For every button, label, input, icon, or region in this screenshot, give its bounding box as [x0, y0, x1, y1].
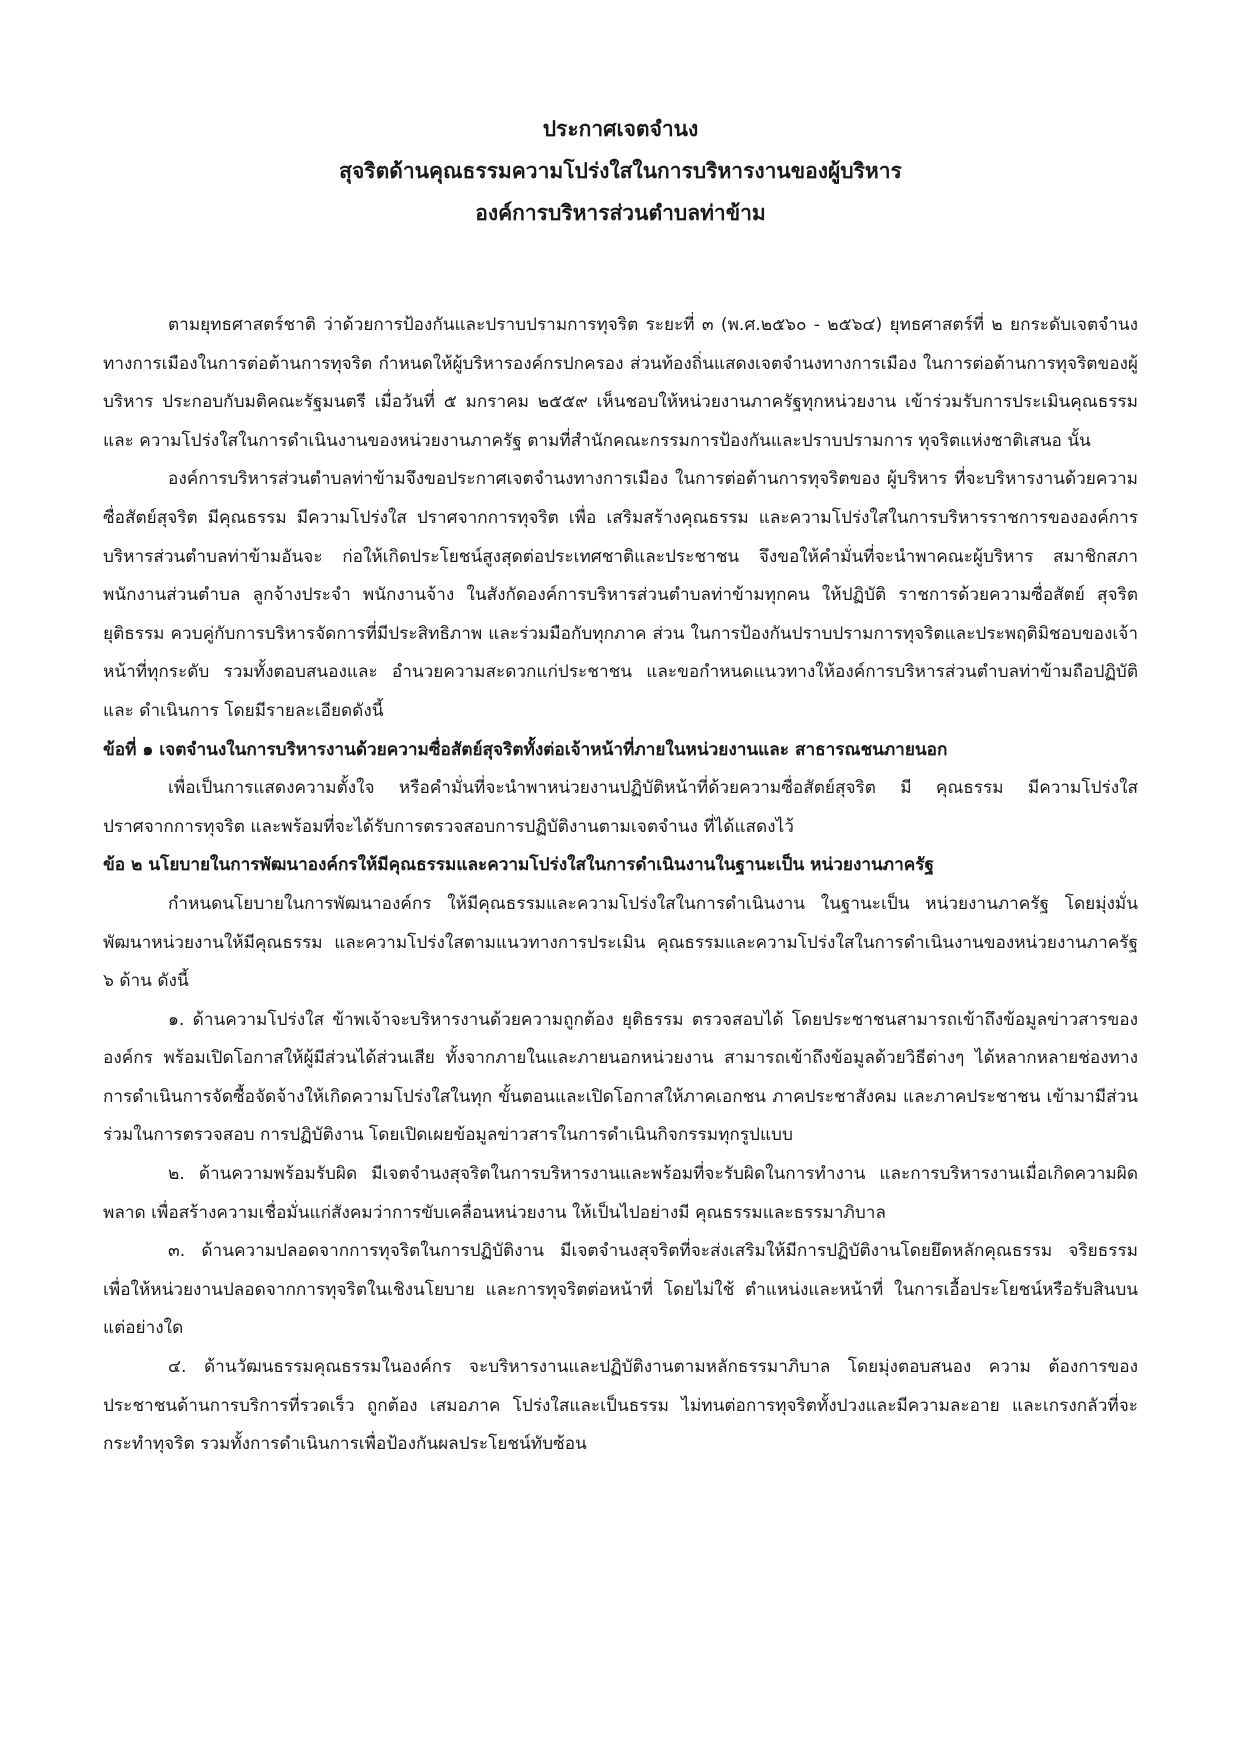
aspect-3-corruption-free: ๓. ด้านความปลอดจากการทุจริตในการปฏิบัติงาน มีเจตจำนงสุจริตที่จะส่งเสริมให้มีการปฏิบัติงานโดยยึดหลักคุณธรรม จริยธรรม เพื่อให้หน่วยงานปลอดจากการทุจริตในเชิงนโยบาย และการทุจริตต่อหน้าที่ โดยไม่ใช้ ตำแหน่งและหน้าที่ ในการเอื้อประโยชน์หรือรับสินบนแต่อย่างใด — [103, 1241, 1138, 1339]
title-line-1: ประกาศเจตจำนง — [542, 117, 699, 141]
aspect-4-integrity-culture: ๔. ด้านวัฒนธรรมคุณธรรมในองค์กร จะบริหารงานและปฏิบัติงานตามหลักธรรมาภิบาล โดยมุ่งตอบสนอง ความ ต้องการของประชาชนด้านการบริการที่รวดเร็ว ถูกต้อง เสมอภาค โปร่งใสและเป็นธรรม ไม่ทนต่อการทุจริตทั้งปวงและมีความละอาย และเกรงกลัวที่จะกระทำทุจริต รวมทั้งการดำเนินการเพื่อป้องกันผลประโยชน์ทับซ้อน — [103, 1357, 1138, 1455]
aspect-2-accountability: ๒. ด้านความพร้อมรับผิด มีเจตจำนงสุจริตในการบริหารงานและพร้อมที่จะรับผิดในการทำงาน และการบริหารงานเมื่อเกิดความผิดพลาด เพื่อสร้างความเชื่อมั่นแก่สังคมว่าการขับเคลื่อนหน่วยงาน ให้เป็นไปอย่างมี คุณธรรมและธรรมาภิบาล — [103, 1164, 1138, 1223]
item-2-heading: ข้อ ๒ นโยบายในการพัฒนาองค์กรให้มีคุณธรรมและความโปร่งใสในการดำเนินงานในฐานะเป็น หน่วยงานภาครัฐ — [103, 855, 934, 876]
title-line-2: สุจริตด้านคุณธรรมความโปร่งใสในการบริหารงานของผู้บริหาร — [339, 159, 902, 183]
item-1-heading: ข้อที่ ๑ เจตจำนงในการบริหารงานด้วยความซื่อสัตย์สุจริตทั้งต่อเจ้าหน้าที่ภายในหน่วยงานและ สาธารณชนภายนอก — [103, 739, 948, 760]
announcement-title — [103, 108, 1138, 234]
document-body — [103, 306, 1138, 1464]
intro-paragraph: ตามยุทธศาสตร์ชาติ ว่าด้วยการป้องกันและปราบปรามการทุจริต ระยะที่ ๓ (พ.ศ.๒๕๖๐ - ๒๕๖๔) ยุทธศาสตร์ที่ ๒ ยกระดับเจตจำนงทางการเมืองในการต่อต้านการทุจริต กำหนดให้ผู้บริหารองค์กรปกครอง ส่วนท้องถิ่นแสดงเจตจำนงทางการเมือง ในการต่อต้านการทุจริตของผู้บริหาร ประกอบกับมติคณะรัฐมนตรี เมื่อวันที่ ๕ มกราคม ๒๕๕๙ เห็นชอบให้หน่วยงานภาครัฐทุกหน่วยงาน เข้าร่วมรับการประเมินคุณธรรม และ ความโปร่งใสในการดำเนินงานของหน่วยงานภาครัฐ ตามที่สำนักคณะกรรมการป้องกันและปราบปรามการ ทุจริตแห่งชาติเสนอ นั้น — [103, 315, 1138, 451]
item-1-paragraph: เพื่อเป็นการแสดงความตั้งใจ หรือคำมั่นที่จะนำพาหน่วยงานปฏิบัติหน้าที่ด้วยความซื่อสัตย์สุจริต มี คุณธรรม มีความโปร่งใส ปราศจากการทุจริต และพร้อมที่จะได้รับการตรวจสอบการปฏิบัติงานตามเจตจำนง ที่ได้แสดงไว้ — [103, 778, 1138, 837]
title-line-3: องค์การบริหารส่วนตำบลท่าข้าม — [475, 201, 766, 225]
declaration-paragraph: องค์การบริหารส่วนตำบลท่าข้ามจึงขอประกาศเจตจำนงทางการเมือง ในการต่อต้านการทุจริตของ ผู้บริหาร ที่จะบริหารงานด้วยความซื่อสัตย์สุจริต มีคุณธรรม มีความโปร่งใส ปราศจากการทุจริต เพื่อ เสริมสร้างคุณธรรม และความโปร่งใสในการบริหารราชการขององค์การบริหารส่วนตำบลท่าข้ามอันจะ ก่อให้เกิดประโยชน์สูงสุดต่อประเทศชาติและประชาชน จึงขอให้คำมั่นที่จะนำพาคณะผู้บริหาร สมาชิกสภา พนักงานส่วนตำบล ลูกจ้างประจำ พนักงานจ้าง ในสังกัดองค์การบริหารส่วนตำบลท่าข้ามทุกคน ให้ปฏิบัติ ราชการด้วยความซื่อสัตย์ สุจริต ยุติธรรม ควบคู่กับการบริหารจัดการที่มีประสิทธิภาพ และร่วมมือกับทุกภาค ส่วน ในการป้องกันปราบปรามการทุจริตและประพฤติมิชอบของเจ้าหน้าที่ทุกระดับ รวมทั้งตอบสนองและ อำนวยความสะดวกแก่ประชาชน และขอกำหนดแนวทางให้องค์การบริหารส่วนตำบลท่าข้ามถือปฏิบัติและ ดำเนินการ โดยมีรายละเอียดดังนี้ — [103, 469, 1138, 721]
item-2-paragraph: กำหนดนโยบายในการพัฒนาองค์กร ให้มีคุณธรรมและความโปร่งใสในการดำเนินงาน ในฐานะเป็น หน่วยงานภาครัฐ โดยมุ่งมั่นพัฒนาหน่วยงานให้มีคุณธรรม และความโปร่งใสตามแนวทางการประเมิน คุณธรรมและความโปร่งใสในการดำเนินงานของหน่วยงานภาครัฐ ๖ ด้าน ดังนี้ — [103, 893, 1138, 992]
aspect-1-transparency: ๑. ด้านความโปร่งใส ข้าพเจ้าจะบริหารงานด้วยความถูกต้อง ยุติธรรม ตรวจสอบได้ โดยประชาชนสามารถเข้าถึงข้อมูลข่าวสารขององค์กร พร้อมเปิดโอกาสให้ผู้มีส่วนได้ส่วนเสีย ทั้งจากภายในและภายนอกหน่วยงาน สามารถเข้าถึงข้อมูลด้วยวิธีต่างๆ ได้หลากหลายช่องทาง การดำเนินการจัดซื้อจัดจ้างให้เกิดความโปร่งใสในทุก ขั้นตอนและเปิดโอกาสให้ภาคเอกชน ภาคประชาสังคม และภาคประชาชน เข้ามามีส่วนร่วมในการตรวจสอบ การปฏิบัติงาน โดยเปิดเผยข้อมูลข่าวสารในการดำเนินกิจกรรมทุกรูปแบบ — [103, 1009, 1138, 1146]
